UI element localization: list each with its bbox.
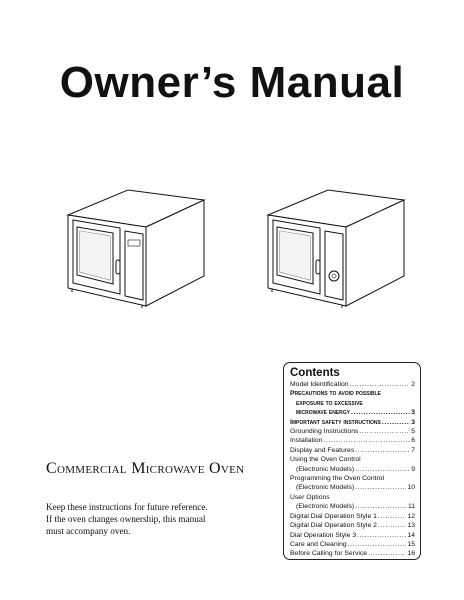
toc-entry-page: 16 xyxy=(407,550,415,558)
toc-entry-page: 11 xyxy=(407,503,415,511)
toc-entry xyxy=(290,436,415,445)
toc-entry-page: 10 xyxy=(407,484,415,492)
toc-entry-page: 2 xyxy=(411,381,415,388)
toc-entry-title: Model Identification xyxy=(290,381,349,388)
toc-entry-title: exposure to excessive xyxy=(296,399,363,407)
toc-entry-title: Programming the Oven Control xyxy=(290,475,385,483)
toc-entry xyxy=(290,455,415,464)
toc-entry-page: 15 xyxy=(407,540,415,548)
toc-entry xyxy=(290,531,415,540)
toc-leader-dots xyxy=(355,502,407,511)
toc-entry xyxy=(290,446,415,455)
toc-leader-dots xyxy=(382,418,410,427)
microwave-oven-digital-icon xyxy=(62,178,212,313)
toc-leader-dots xyxy=(350,380,411,389)
toc-entry xyxy=(290,540,415,549)
toc-entry xyxy=(290,493,415,502)
toc-entry xyxy=(290,502,415,511)
toc-entry xyxy=(290,483,415,492)
toc-entry xyxy=(290,408,415,417)
toc-entry-title: Digital Dial Operation Style 1 xyxy=(290,512,377,520)
toc-entry-title: Care and Cleaning xyxy=(290,540,347,548)
toc-entry xyxy=(290,399,415,408)
toc-entry-page: 5 xyxy=(411,428,415,436)
toc-leader-dots xyxy=(348,540,407,549)
toc-entry-title: Digital Dial Operation Style 2 xyxy=(290,522,377,530)
toc-entry-title: (Electronic Models) xyxy=(296,484,355,492)
toc-entry-title: Dial Operation Style 3 xyxy=(290,531,357,539)
toc-entry-title: (Electronic Models) xyxy=(296,503,355,511)
toc-entry xyxy=(290,380,415,389)
toc-entry-title: microwave energy xyxy=(296,409,351,417)
toc-entry-title: Important safety instructions xyxy=(290,418,381,426)
toc-entry xyxy=(290,512,415,521)
toc-leader-dots xyxy=(351,408,410,417)
toc-leader-dots xyxy=(324,436,411,445)
toc-entry xyxy=(290,418,415,427)
toc-entry-title: Before Calling for Service xyxy=(290,550,368,558)
toc-entry-page: 13 xyxy=(407,522,415,530)
toc-entry-page: 7 xyxy=(411,446,415,454)
retention-note xyxy=(46,501,256,537)
toc-entry xyxy=(290,427,415,436)
toc-entry xyxy=(290,389,415,398)
toc-entry-page: 12 xyxy=(407,512,415,520)
toc-entry xyxy=(290,549,415,558)
toc-entry xyxy=(290,465,415,474)
retention-note-line: must accompany oven. xyxy=(46,526,131,536)
toc-entry-page: 3 xyxy=(411,409,415,417)
toc-leader-dots xyxy=(359,427,410,436)
manual-title: Owner’s Manual xyxy=(59,58,405,107)
toc-entry-page: 9 xyxy=(411,465,415,473)
toc-leader-dots xyxy=(368,549,406,558)
toc-leader-dots xyxy=(355,446,410,455)
microwave-oven-dial-icon xyxy=(262,178,412,313)
toc-list xyxy=(290,380,415,559)
toc-leader-dots xyxy=(378,512,407,521)
toc-entry xyxy=(290,474,415,483)
toc-entry-title: Precautions to avoid possible xyxy=(290,390,381,398)
toc-leader-dots xyxy=(357,531,406,540)
table-of-contents xyxy=(283,362,421,560)
contents-heading: Contents xyxy=(290,367,340,379)
toc-entry xyxy=(290,521,415,530)
toc-entry-title: (Electronic Models) xyxy=(296,465,355,473)
toc-entry-page: 6 xyxy=(411,437,415,445)
toc-leader-dots xyxy=(355,465,410,474)
toc-entry-title: Display and Features xyxy=(290,446,355,454)
toc-entry-title: Installation xyxy=(290,437,323,445)
toc-entry-title: User Options xyxy=(290,493,330,501)
toc-leader-dots xyxy=(355,483,406,492)
toc-leader-dots xyxy=(378,521,407,530)
product-subtitle: Commercial Microwave Oven xyxy=(46,460,245,477)
retention-note-line: Keep these instructions for future reference. xyxy=(46,502,208,512)
retention-note-line: If the oven changes ownership, this manual xyxy=(46,514,206,524)
toc-entry-page: 14 xyxy=(407,531,415,539)
toc-entry-title: Using the Oven Control xyxy=(290,456,361,464)
toc-entry-title: Grounding Instructions xyxy=(290,428,359,436)
toc-entry-page: 3 xyxy=(411,418,415,426)
